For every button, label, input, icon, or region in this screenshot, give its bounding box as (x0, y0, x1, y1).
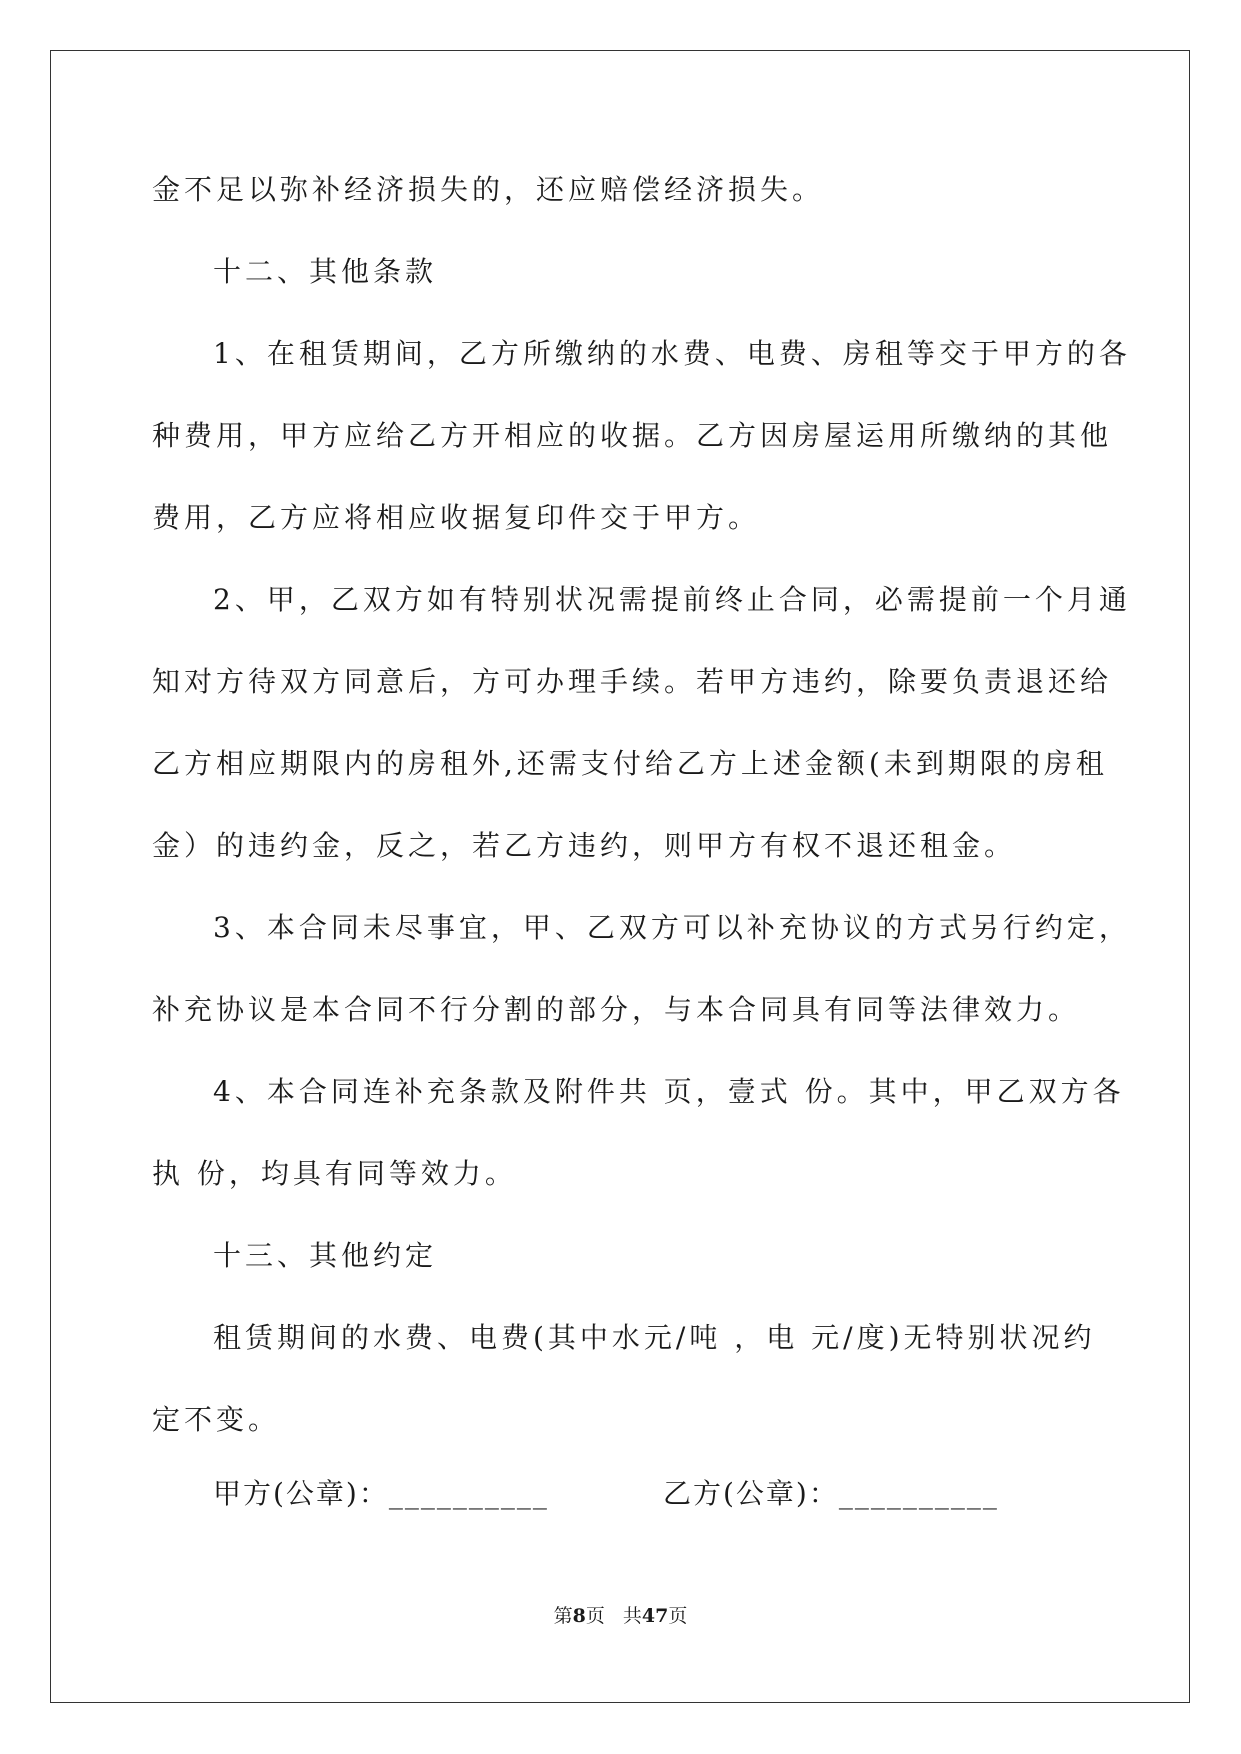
party-b-signature-blank: __________ (838, 1477, 999, 1510)
paragraph-line: 3、本合同未尽事宜，甲、乙双方可以补充协议的方式另行约定， (213, 911, 1131, 944)
paragraph-line: 1、在租赁期间，乙方所缴纳的水费、电费、房租等交于甲方的各 (213, 337, 1131, 370)
page-suffix: 页 (585, 1605, 605, 1627)
paragraph-line: 金）的违约金，反之，若乙方违约，则甲方有权不退还租金。 (152, 829, 1017, 862)
party-b-label: 乙方(公章)： (663, 1477, 839, 1510)
section-heading: 十二、其他条款 (213, 255, 438, 288)
total-suffix: 页 (668, 1605, 688, 1627)
paragraph-line: 金不足以弥补经济损失的，还应赔偿经济损失。 (152, 173, 825, 206)
paragraph-line: 知对方待双方同意后，方可办理手续。若甲方违约，除要负责退还给 (152, 665, 1113, 698)
paragraph-line: 种费用，甲方应给乙方开相应的收据。乙方因房屋运用所缴纳的其他 (152, 419, 1113, 452)
paragraph-line: 4、本合同连补充条款及附件共 页，壹式 份。其中，甲乙双方各 (213, 1075, 1125, 1108)
page-border (50, 50, 1190, 1703)
paragraph-line: 执 份，均具有同等效力。 (152, 1157, 517, 1190)
page-footer (0, 1603, 1241, 1629)
page-prefix: 第 (553, 1605, 573, 1627)
paragraph-line: 补充协议是本合同不行分割的部分，与本合同具有同等法律效力。 (152, 993, 1081, 1026)
total-prefix: 共 (622, 1605, 642, 1627)
paragraph-line: 租赁期间的水费、电费(其中水元/吨 ，电 元/度)无特别状况约 (213, 1321, 1096, 1354)
party-a-signature (213, 1474, 549, 1514)
paragraph-line: 2、甲，乙双方如有特别状况需提前终止合同，必需提前一个月通 (213, 583, 1131, 616)
paragraph-line: 乙方相应期限内的房租外,还需支付给乙方上述金额(未到期限的房租 (152, 747, 1108, 780)
party-a-label: 甲方(公章)： (213, 1477, 389, 1510)
total-pages: 47 (641, 1605, 669, 1627)
paragraph-line: 费用，乙方应将相应收据复印件交于甲方。 (152, 501, 761, 534)
party-a-signature-blank: __________ (388, 1477, 549, 1510)
section-heading: 十三、其他约定 (213, 1239, 438, 1272)
paragraph-line: 定不变。 (152, 1403, 281, 1436)
party-b-signature (663, 1474, 999, 1514)
page-number: 8 (572, 1605, 586, 1627)
